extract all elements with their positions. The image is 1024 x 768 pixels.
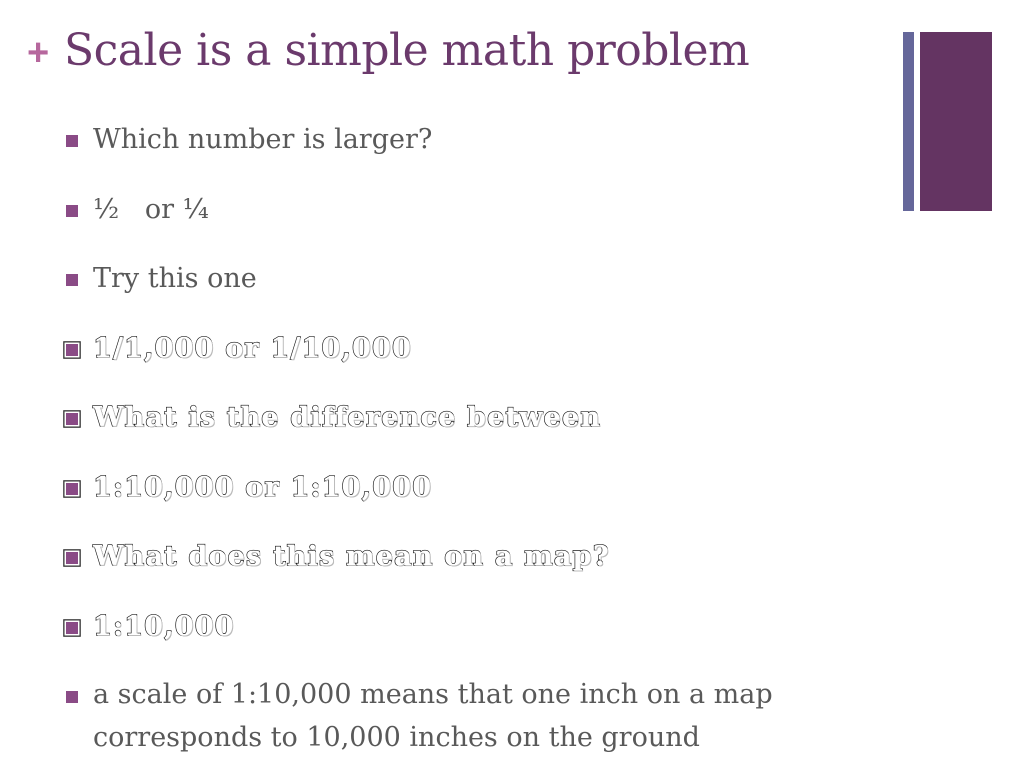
bullet-item	[66, 188, 886, 258]
bullet-text: 1:10,000	[93, 610, 235, 642]
bullet-text: 1/1,000 or 1/10,000	[93, 332, 413, 364]
bullet-text: ½ or ¼	[93, 193, 209, 225]
bullet-item	[66, 605, 886, 675]
square-bullet-icon	[66, 622, 78, 634]
bullet-item	[66, 327, 886, 397]
square-bullet-icon	[66, 274, 78, 286]
accent-bar-thin	[903, 32, 914, 211]
bullet-text: a scale of 1:10,000 means that one inch on a map corresponds to 10,000 inches on the ground	[93, 679, 773, 753]
plus-icon: +	[27, 32, 50, 74]
accent-bar-thick	[920, 32, 992, 211]
bullet-text: Try this one	[93, 263, 257, 294]
slide-title: Scale is a simple math problem	[64, 25, 750, 76]
square-bullet-icon	[66, 413, 78, 425]
square-bullet-icon	[66, 135, 78, 147]
square-bullet-icon	[66, 344, 78, 356]
bullet-item	[66, 674, 866, 759]
bullet-item	[66, 257, 886, 327]
square-bullet-icon	[66, 205, 78, 217]
bullet-text: 1:10,000 or 1:10,000	[93, 471, 433, 503]
bullet-text: Which number is larger?	[93, 124, 433, 155]
bullet-item	[66, 535, 886, 605]
bullet-item	[66, 466, 886, 536]
square-bullet-icon	[66, 691, 78, 703]
bullet-item	[66, 396, 886, 466]
bullet-item	[66, 118, 886, 188]
square-bullet-icon	[66, 552, 78, 564]
bullet-list	[66, 118, 886, 759]
bullet-text: What does this mean on a map?	[93, 541, 610, 572]
square-bullet-icon	[66, 483, 78, 495]
bullet-text: What is the difference between	[93, 402, 602, 433]
